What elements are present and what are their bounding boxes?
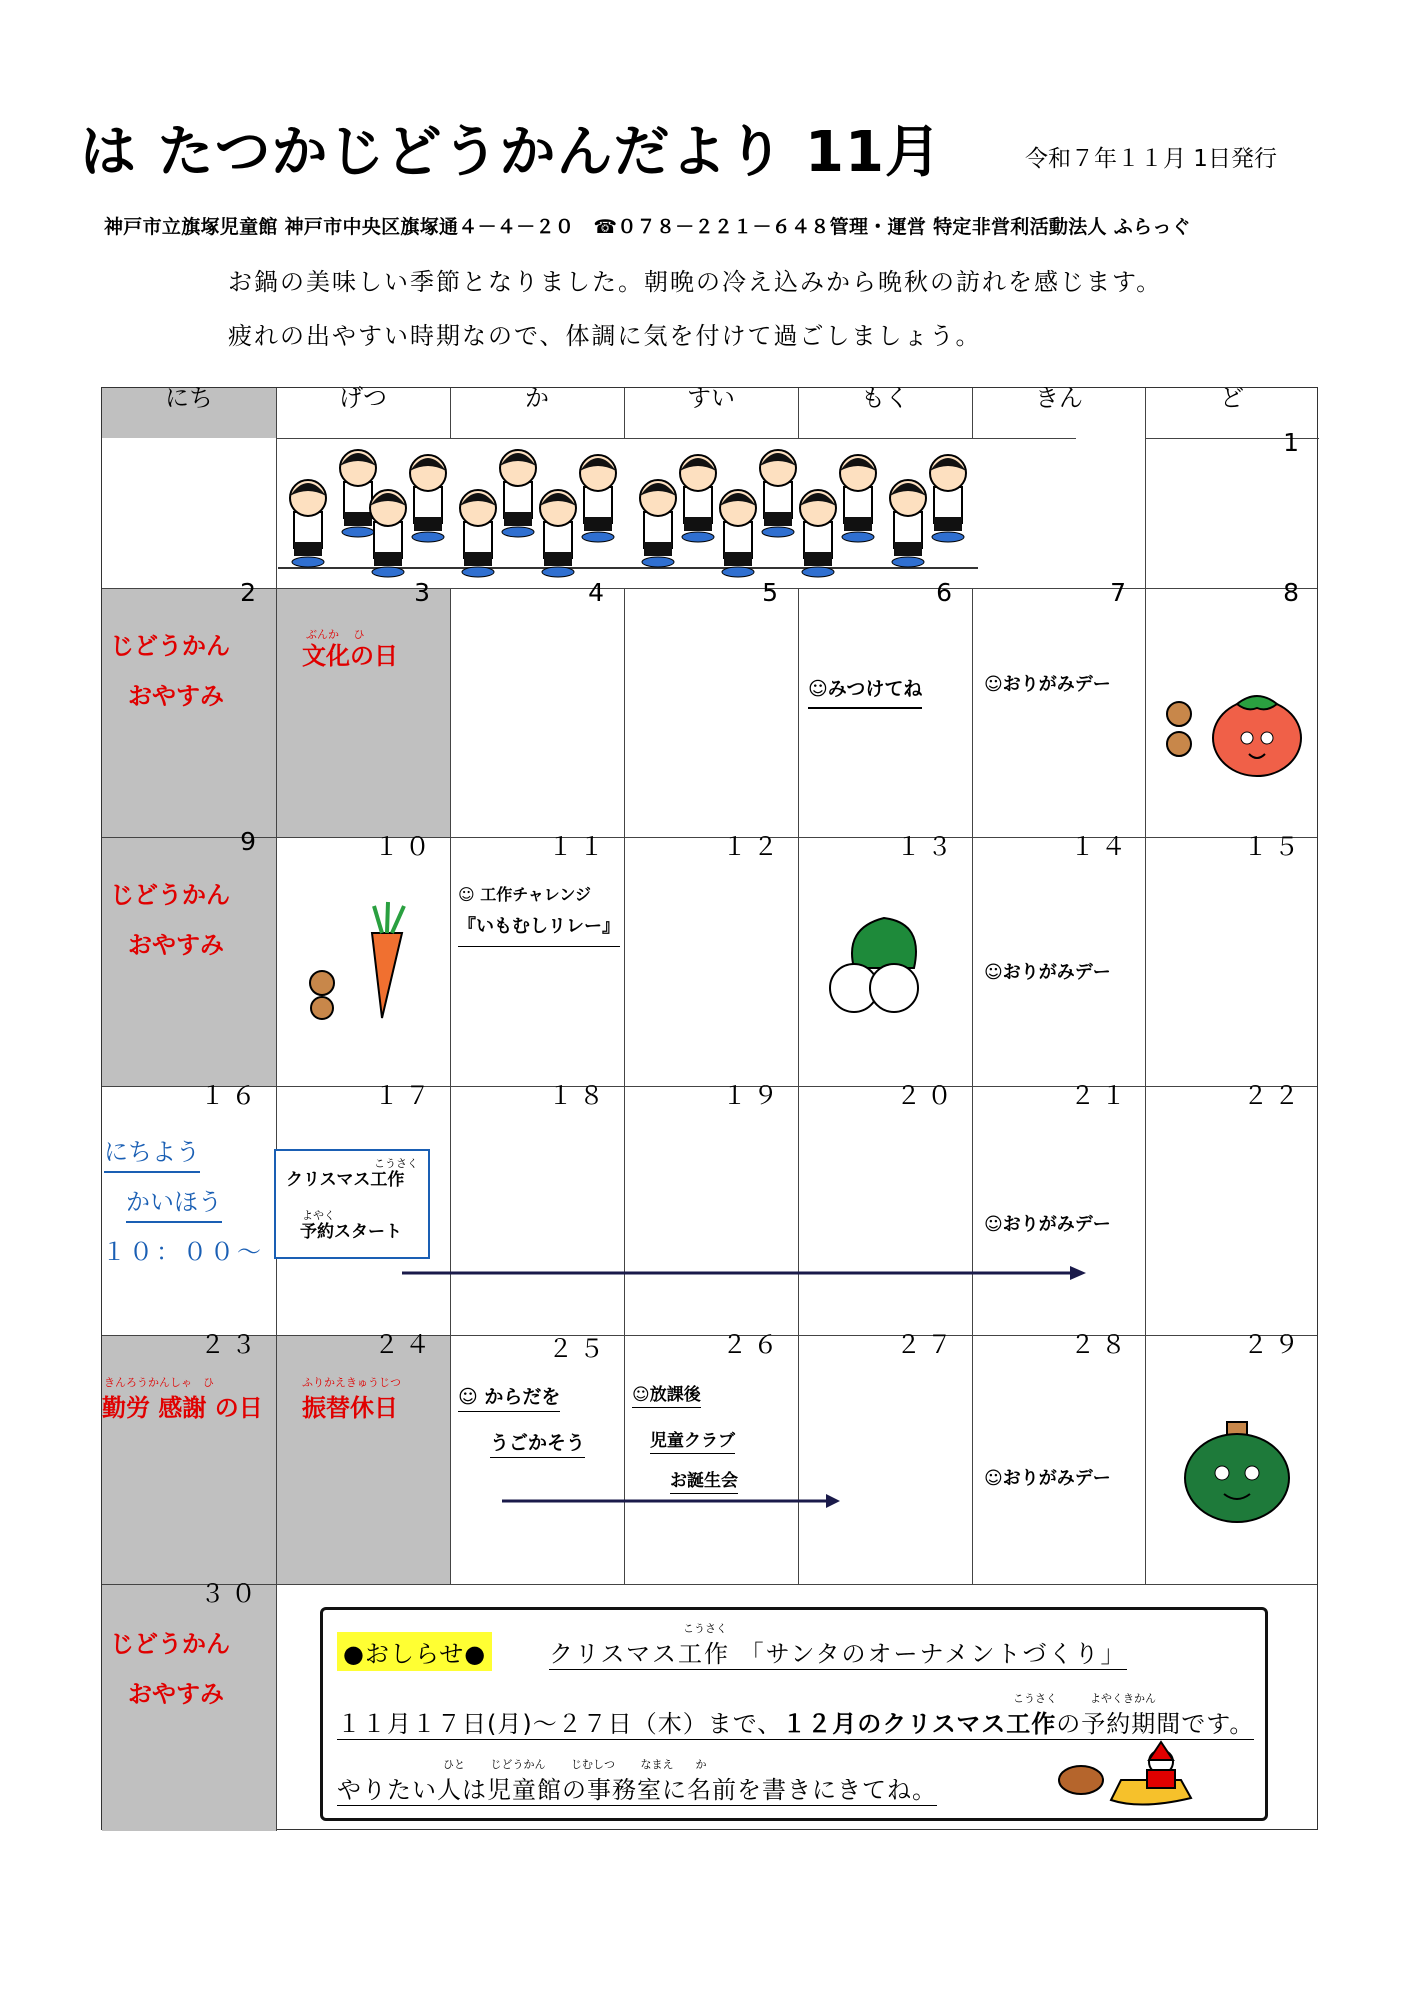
child-shorts bbox=[804, 552, 832, 566]
day-24: ２４ bbox=[373, 1330, 436, 1359]
notice-line3: やりたい人は児童館の事務室に名前を書きにきてね。 bbox=[337, 1770, 937, 1806]
day-27: ２７ bbox=[895, 1330, 958, 1359]
child-shorts bbox=[414, 517, 442, 531]
club-event-line3: お誕生会 bbox=[670, 1466, 738, 1494]
day-9: 9 bbox=[240, 827, 262, 856]
tomato-illustration bbox=[1157, 678, 1312, 788]
weekday-thu: もく bbox=[861, 384, 909, 412]
child-shorts bbox=[344, 512, 372, 526]
day-8: 8 bbox=[1283, 578, 1305, 607]
xmas-box-ruby: こうさく bbox=[374, 1157, 418, 1170]
child-shorts bbox=[374, 552, 402, 566]
day-26: ２６ bbox=[721, 1330, 784, 1359]
day-4: 4 bbox=[588, 578, 610, 607]
day-13: １３ bbox=[895, 832, 958, 861]
day-10: １０ bbox=[373, 832, 436, 861]
child-shoes bbox=[292, 557, 324, 567]
origami-day-event: ☺おりがみデー bbox=[984, 1214, 1111, 1235]
santa-sleigh-illustration bbox=[1051, 1740, 1211, 1816]
labor-day-label: 勤労 感謝 の日 bbox=[102, 1394, 263, 1422]
day-21: ２１ bbox=[1069, 1081, 1132, 1110]
karada-event-line2: うごかそう bbox=[490, 1428, 585, 1458]
weekday-fri: きん bbox=[1035, 384, 1083, 412]
child-shorts bbox=[644, 542, 672, 556]
day-25: ２５ bbox=[547, 1334, 610, 1363]
closed-label: じどうかん bbox=[110, 632, 230, 660]
child-shoes bbox=[682, 532, 714, 542]
child-shoes bbox=[582, 532, 614, 542]
child-shoes bbox=[932, 532, 964, 542]
day-28: ２８ bbox=[1069, 1330, 1132, 1359]
mitsukete-event: ☺みつけてね bbox=[808, 674, 922, 709]
day-15: １５ bbox=[1242, 832, 1305, 861]
notice-box bbox=[320, 1607, 1268, 1821]
day-20: ２０ bbox=[895, 1081, 958, 1110]
day-29: ２９ bbox=[1242, 1330, 1305, 1359]
origami-day-event: ☺おりがみデー bbox=[984, 674, 1111, 695]
sunday-open-label: かいほう bbox=[126, 1182, 222, 1223]
notice-heading-ruby: こうさく bbox=[683, 1622, 727, 1635]
imomushi-relay-event: 『いもむしリレー』 bbox=[458, 912, 620, 947]
child-shorts bbox=[934, 517, 962, 531]
day-17: １７ bbox=[373, 1081, 436, 1110]
child-shoes bbox=[802, 567, 834, 577]
notice-line2 bbox=[337, 1704, 1254, 1740]
child-shorts bbox=[764, 512, 792, 526]
child-shorts bbox=[464, 552, 492, 566]
notice-line2-ruby: こうさく よやくきかん bbox=[1013, 1692, 1156, 1705]
child-shorts bbox=[894, 542, 922, 556]
weekday-sun: にち bbox=[165, 384, 213, 412]
xmas-box-ruby: よやく bbox=[302, 1209, 335, 1222]
child-shorts bbox=[584, 517, 612, 531]
notice-line3-ruby: ひと じどうかん じむしつ なまえ か bbox=[443, 1758, 707, 1771]
intro-line-1: お鍋の美味しい季節となりました。朝晩の冷え込みから晩秋の訪れを感じます。 bbox=[228, 268, 1163, 296]
closed-label: おやすみ bbox=[128, 1680, 224, 1708]
child-shoes bbox=[762, 527, 794, 537]
child-shoes bbox=[722, 567, 754, 577]
day-19: １９ bbox=[721, 1081, 784, 1110]
calendar bbox=[101, 384, 1318, 1830]
sunday-open-label: にちよう bbox=[104, 1132, 200, 1173]
weekday-sat: ど bbox=[1220, 384, 1244, 412]
closed-label: おやすみ bbox=[128, 931, 224, 959]
closed-label: じどうかん bbox=[110, 1630, 230, 1658]
karada-event-line1: ☺ からだを bbox=[458, 1382, 560, 1412]
xmas-reservation-box bbox=[274, 1149, 430, 1259]
xmas-box-line2: 予約スタート bbox=[300, 1222, 402, 1242]
notice-heading: クリスマス工作 「サンタのオーナメントづくり」 bbox=[549, 1634, 1127, 1670]
labor-day-ruby: きんろうかんしゃ ひ bbox=[104, 1376, 214, 1389]
kousaku-challenge-event: ☺ 工作チャレンジ bbox=[458, 885, 591, 904]
intro-line-2: 疲れの出やすい時期なので、体調に気を付けて過ごしましょう。 bbox=[228, 322, 982, 350]
day-5: 5 bbox=[762, 578, 784, 607]
origami-day-event: ☺おりがみデー bbox=[984, 962, 1111, 983]
origami-day-event: ☺おりがみデー bbox=[984, 1468, 1111, 1489]
children-singing-illustration bbox=[278, 430, 982, 580]
day-7: 7 bbox=[1110, 578, 1132, 607]
notice-reservation: の予約期間です。 bbox=[1056, 1710, 1255, 1738]
child-shoes bbox=[372, 567, 404, 577]
child-shoes bbox=[412, 532, 444, 542]
gray-cell-23 bbox=[102, 1335, 276, 1584]
sunday-open-time: １０：００～ bbox=[102, 1238, 264, 1266]
pumpkin-illustration bbox=[1172, 1418, 1302, 1528]
arrow-reservation-period bbox=[402, 1261, 1092, 1285]
child-shoes bbox=[462, 567, 494, 577]
notice-xmas-craft: １２月のクリスマス工作 bbox=[782, 1710, 1057, 1738]
xmas-box-line1: クリスマス工作 bbox=[286, 1170, 405, 1190]
weekday-mon: げつ bbox=[339, 384, 387, 412]
child-shorts bbox=[504, 512, 532, 526]
club-event-line1: ☺放課後 bbox=[632, 1380, 701, 1408]
child-shoes bbox=[342, 527, 374, 537]
day-22: ２２ bbox=[1242, 1081, 1305, 1110]
day-11: １１ bbox=[547, 832, 610, 861]
day-18: １８ bbox=[547, 1081, 610, 1110]
child-shorts bbox=[544, 552, 572, 566]
day-3: 3 bbox=[414, 578, 436, 607]
turnip-illustration bbox=[814, 908, 954, 1018]
child-shoes bbox=[502, 527, 534, 537]
child-shoes bbox=[842, 532, 874, 542]
child-shoes bbox=[642, 557, 674, 567]
child-shorts bbox=[294, 542, 322, 556]
day-16: １６ bbox=[199, 1081, 262, 1110]
day-14: １４ bbox=[1069, 832, 1132, 861]
child-shoes bbox=[542, 567, 574, 577]
notice-period: １１月１７日(月)～２７日（木）まで、 bbox=[337, 1710, 783, 1738]
carrot-illustration bbox=[292, 898, 432, 1028]
child-shorts bbox=[684, 517, 712, 531]
address-line: 神戸市立旗塚児童館 神戸市中央区旗塚通４－４－２０ ☎０７８－２２１－６４８管理・運営 特定非営利活動法人 ふらっぐ bbox=[104, 216, 1191, 238]
day-12: １２ bbox=[721, 832, 784, 861]
culture-day-ruby: ぶんか ひ bbox=[306, 628, 365, 641]
weekday-wed: すい bbox=[687, 384, 735, 412]
grid-line bbox=[1145, 388, 1146, 588]
grid-line bbox=[102, 1584, 1317, 1585]
child-shorts bbox=[724, 552, 752, 566]
gray-cell-24 bbox=[276, 1335, 450, 1584]
page-title: は たつかじどうかんだより 11月 bbox=[80, 120, 942, 185]
day-30: ３０ bbox=[199, 1579, 262, 1608]
child-shoes bbox=[892, 557, 924, 567]
club-event-line2: 児童クラブ bbox=[650, 1426, 735, 1454]
day-23: ２３ bbox=[199, 1330, 262, 1359]
day-6: 6 bbox=[936, 578, 958, 607]
day-1: 1 bbox=[1283, 428, 1305, 457]
culture-day-label: 文化の日 bbox=[302, 642, 398, 670]
weekday-tue: か bbox=[525, 384, 549, 412]
substitute-holiday-label: 振替休日 bbox=[302, 1394, 398, 1422]
notice-tag: ●おしらせ● bbox=[337, 1632, 492, 1671]
child-shorts bbox=[844, 517, 872, 531]
substitute-holiday-ruby: ふりかえきゅうじつ bbox=[302, 1376, 401, 1389]
closed-label: おやすみ bbox=[128, 682, 224, 710]
day-2: 2 bbox=[240, 578, 262, 607]
issue-date: 令和７年１１月 1日発行 bbox=[1025, 146, 1277, 172]
closed-label: じどうかん bbox=[110, 881, 230, 909]
